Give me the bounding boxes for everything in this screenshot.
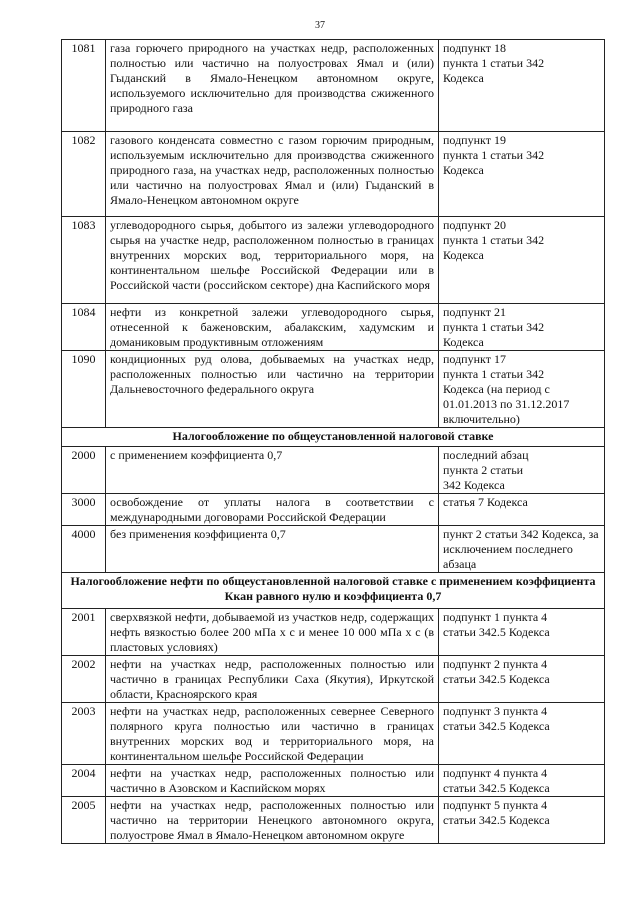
code-cell: 1082 <box>62 132 106 217</box>
section-heading: Налогообложение нефти по общеустановленной налоговой ставке с применением коэффициента Ккан равного нулю и коэффициента 0,7 <box>62 573 605 609</box>
description-cell: с применением коэффициента 0,7 <box>106 447 439 494</box>
table-row <box>62 703 605 765</box>
reference-cell: подпункт 20 пункта 1 статьи 342 Кодекса <box>439 217 605 304</box>
table-row <box>62 132 605 217</box>
description-cell: нефти на участках недр, расположенных севернее Северного полярного круга полностью или частично в границах внутренних морских вод и территориального моря, на континентальном шельфе Российской Федерации <box>106 703 439 765</box>
code-cell: 3000 <box>62 494 106 526</box>
reference-cell: подпункт 18 пункта 1 статьи 342 Кодекса <box>439 40 605 132</box>
reference-cell: подпункт 2 пункта 4 статьи 342.5 Кодекса <box>439 656 605 703</box>
description-cell: газа горючего природного на участках недр, расположенных полностью или частично на полуостровах Ямал и (или) Гыданский в Ямало-Ненецком автономном округе, используемого исключительно для производства сжиженного природного газа <box>106 40 439 132</box>
code-cell: 2001 <box>62 609 106 656</box>
reference-cell: пункт 2 статьи 342 Кодекса, за исключением последнего абзаца <box>439 526 605 573</box>
code-cell: 4000 <box>62 526 106 573</box>
tax-code-table <box>61 39 605 844</box>
section-heading: Налогообложение по общеустановленной налоговой ставке <box>62 428 605 447</box>
description-cell: освобождение от уплаты налога в соответствии с международными договорами Российской Федерации <box>106 494 439 526</box>
description-cell: газового конденсата совместно с газом горючим природным, используемым исключительно для производства сжиженного природного газа, на участках недр, расположенных полностью или частично на полуостровах Ямал и (или) Гыданский в Ямало-Ненецком автономном округе <box>106 132 439 217</box>
page-number: 37 <box>315 20 325 31</box>
table-row <box>62 304 605 351</box>
reference-cell: подпункт 3 пункта 4 статьи 342.5 Кодекса <box>439 703 605 765</box>
description-cell: сверхвязкой нефти, добываемой из участков недр, содержащих нефть вязкостью более 200 мПа х с и менее 10 000 мПа х с (в пластовых условиях) <box>106 609 439 656</box>
code-cell: 1084 <box>62 304 106 351</box>
table-row <box>62 40 605 132</box>
reference-cell: последний абзац пункта 2 статьи 342 Кодекса <box>439 447 605 494</box>
reference-cell: подпункт 21 пункта 1 статьи 342 Кодекса <box>439 304 605 351</box>
table-row <box>62 217 605 304</box>
table-row <box>62 765 605 797</box>
section-header-row <box>62 573 605 609</box>
section-header-row <box>62 428 605 447</box>
description-cell: нефти на участках недр, расположенных полностью или частично в Азовском и Каспийском морях <box>106 765 439 797</box>
description-cell: кондиционных руд олова, добываемых на участках недр, расположенных полностью или частично на территории Дальневосточного федерального округа <box>106 351 439 428</box>
table-row <box>62 447 605 494</box>
reference-cell: статья 7 Кодекса <box>439 494 605 526</box>
code-cell: 2003 <box>62 703 106 765</box>
code-cell: 1090 <box>62 351 106 428</box>
table-row <box>62 656 605 703</box>
reference-cell: подпункт 19 пункта 1 статьи 342 Кодекса <box>439 132 605 217</box>
description-cell: нефти на участках недр, расположенных полностью или частично в границах Республики Саха (Якутия), Иркутской области, Красноярского края <box>106 656 439 703</box>
code-cell: 2005 <box>62 797 106 844</box>
code-cell: 2000 <box>62 447 106 494</box>
table-row <box>62 609 605 656</box>
description-cell: нефти из конкретной залежи углеводородного сырья, отнесенной к баженовским, абалакским, хадумским и доманиковым продуктивным отложениям <box>106 304 439 351</box>
reference-cell: подпункт 1 пункта 4 статьи 342.5 Кодекса <box>439 609 605 656</box>
reference-cell: подпункт 4 пункта 4 статьи 342.5 Кодекса <box>439 765 605 797</box>
reference-cell: подпункт 17 пункта 1 статьи 342 Кодекса (на период с 01.01.2013 по 31.12.2017 включительно) <box>439 351 605 428</box>
code-cell: 2004 <box>62 765 106 797</box>
tax-code-table-body <box>62 40 605 844</box>
table-row <box>62 797 605 844</box>
description-cell: нефти на участках недр, расположенных полностью или частично на территории Ненецкого автономного округа, полуострове Ямал в Ямало-Ненецком автономном округе <box>106 797 439 844</box>
description-cell: углеводородного сырья, добытого из залежи углеводородного сырья на участке недр, расположенном полностью в границах внутренних морских вод, территориального моря, на континентальном шельфе Российской Федерации или в Российской части (российском секторе) дна Каспийского моря <box>106 217 439 304</box>
code-cell: 1081 <box>62 40 106 132</box>
description-cell: без применения коэффициента 0,7 <box>106 526 439 573</box>
table-row <box>62 526 605 573</box>
table-row <box>62 494 605 526</box>
table-row <box>62 351 605 428</box>
code-cell: 1083 <box>62 217 106 304</box>
reference-cell: подпункт 5 пункта 4 статьи 342.5 Кодекса <box>439 797 605 844</box>
code-cell: 2002 <box>62 656 106 703</box>
